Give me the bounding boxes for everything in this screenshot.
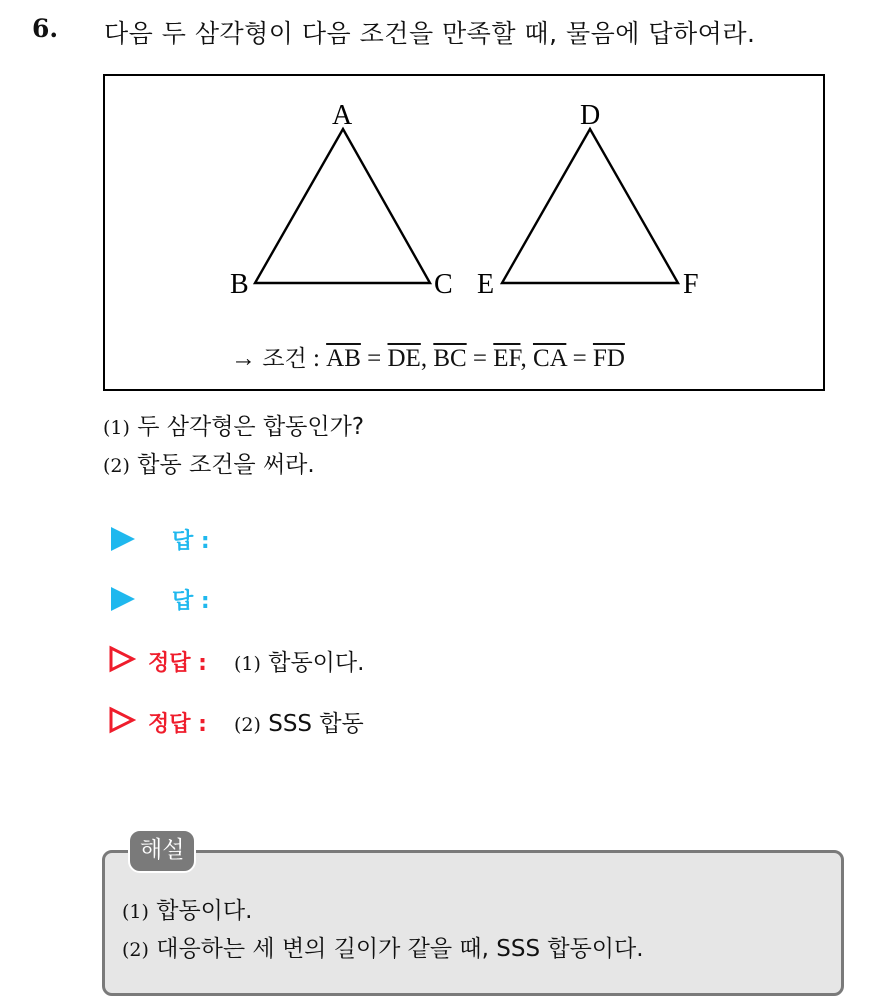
- point-f-label: F: [683, 269, 699, 300]
- correct-answer-label: 정답 :: [148, 651, 207, 676]
- answer-value: 합동이다.: [268, 650, 365, 676]
- point-c-label: C: [434, 269, 453, 300]
- play-triangle-icon: [111, 527, 135, 551]
- equals-sign: =: [367, 345, 382, 372]
- correct-answer-label: 정답 :: [148, 712, 207, 737]
- point-b-label: B: [230, 269, 249, 300]
- condition-line: [231, 340, 625, 373]
- answer-value: SSS 합동: [268, 711, 364, 737]
- equals-sign: =: [472, 345, 488, 372]
- comma: ,: [520, 345, 527, 372]
- triangle-def: [502, 129, 678, 283]
- answer-number: (2): [234, 714, 261, 736]
- segment-ab: $\overline{AB}$: [326, 345, 361, 372]
- subquestion-text: 두 삼각형은 합동인가?: [137, 414, 365, 440]
- point-e-label: E: [477, 269, 495, 300]
- answer-label: 답 :: [172, 529, 210, 554]
- segment-fd: $\overline{FD}$: [592, 345, 625, 372]
- segment-bc: $\overline{BC}$: [433, 345, 467, 372]
- figure-box: [103, 74, 825, 391]
- subquestion-2: [103, 446, 315, 479]
- correct-answer-text: [234, 644, 364, 677]
- question-text: 다음 두 삼각형이 다음 조건을 만족할 때, 물음에 답하여라.: [104, 19, 756, 48]
- answer-number: (1): [234, 653, 261, 675]
- outline-triangle-icon: [108, 645, 136, 673]
- explanation-number: (1): [122, 901, 149, 923]
- triangle-abc: [255, 129, 430, 283]
- explanation-number: (2): [122, 939, 149, 961]
- equals-sign: =: [572, 345, 587, 372]
- comma: ,: [420, 345, 428, 372]
- outline-triangle-icon: [108, 706, 136, 734]
- correct-answer-text: [234, 705, 364, 738]
- segment-ef: $\overline{EF}$: [493, 345, 521, 372]
- segment-ca: $\overline{CA}$: [532, 345, 567, 372]
- arrow-icon: →: [231, 345, 256, 372]
- subquestion-1: [103, 408, 364, 441]
- subquestion-number: (2): [103, 455, 130, 477]
- explanation-text: 합동이다.: [156, 898, 253, 924]
- explanation-line-2: [122, 930, 644, 963]
- segment-de: $\overline{DE}$: [387, 345, 421, 372]
- play-triangle-icon: [111, 587, 135, 611]
- subquestion-text: 합동 조건을 써라.: [137, 452, 315, 478]
- point-a-label: A: [332, 100, 353, 131]
- condition-colon: :: [312, 345, 320, 372]
- question-number: 6.: [32, 14, 59, 43]
- subquestion-number: (1): [103, 417, 130, 439]
- explanation-text: 대응하는 세 변의 길이가 같을 때, SSS 합동이다.: [156, 936, 644, 962]
- condition-label: 조건: [262, 346, 307, 372]
- explanation-line-1: [122, 892, 252, 925]
- explanation-title: 해설: [128, 829, 196, 873]
- answer-label: 답 :: [172, 589, 210, 614]
- point-d-label: D: [580, 100, 601, 131]
